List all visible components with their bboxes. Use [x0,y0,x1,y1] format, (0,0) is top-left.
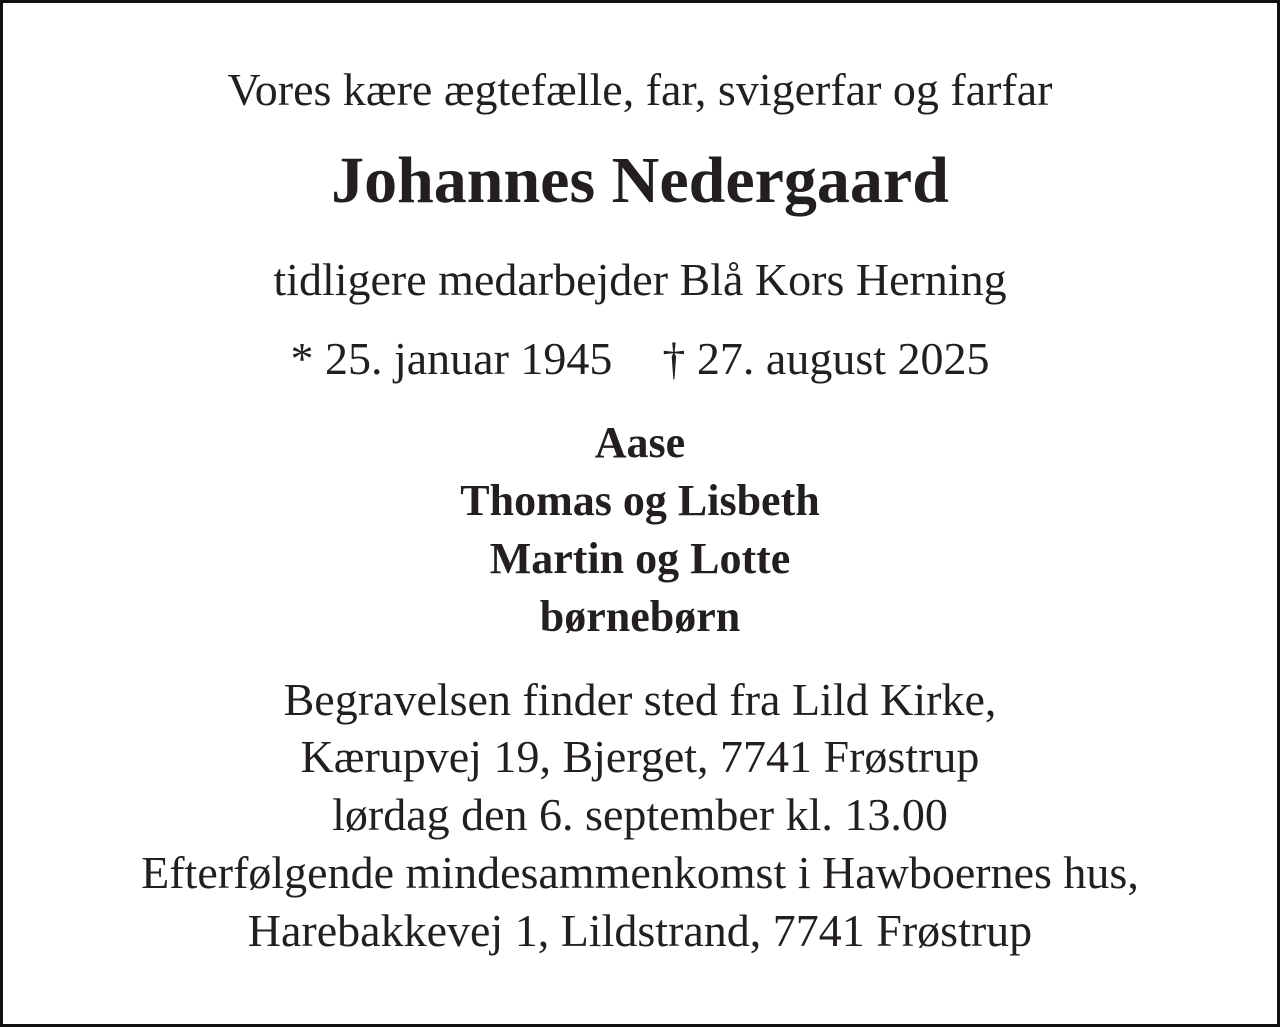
intro-text: Vores kære ægtefælle, far, svigerfar og farfar [227,64,1053,115]
occupation-text: tidligere medarbejder Blå Kors Herning [273,254,1007,305]
funeral-line: Begravelsen finder sted fra Lild Kirke, [283,674,997,725]
mourner: Thomas og Lisbeth [460,476,820,525]
life-dates [3,333,1277,384]
funeral-line: Kærupvej 19, Bjerget, 7741 Frøstrup [300,731,980,782]
mourner: Martin og Lotte [489,534,791,583]
deceased-name: Johannes Nedergaard [331,144,949,217]
birth-date: * 25. januar 1945 [290,333,613,384]
mourner: børnebørn [539,592,741,641]
funeral-line: Efterfølgende mindesammenkomst i Hawboernes hus, [141,847,1139,898]
death-date: † 27. august 2025 [662,333,990,384]
mourner: Aase [594,418,686,467]
funeral-line: Harebakkevej 1, Lildstrand, 7741 Frøstrup [247,905,1033,956]
funeral-line: lørdag den 6. september kl. 13.00 [332,789,948,840]
